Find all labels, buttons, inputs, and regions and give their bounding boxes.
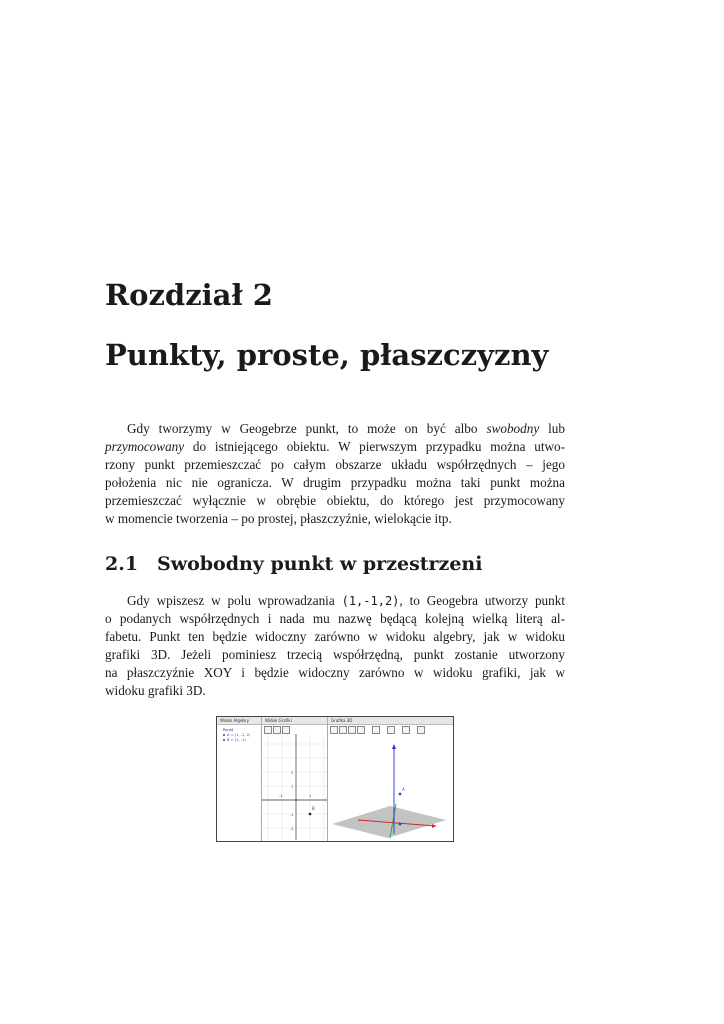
select-tool-icon[interactable] <box>264 726 272 734</box>
rotate-tool-icon[interactable] <box>387 726 395 734</box>
select-tool-icon[interactable] <box>330 726 338 734</box>
section-title: Swobodny punkt w przestrzeni <box>157 553 483 575</box>
y-tick-label: -1 <box>290 813 294 817</box>
geogebra-screenshot <box>216 716 454 842</box>
line-tool-icon[interactable] <box>282 726 290 734</box>
x-axis-arrow <box>432 824 436 828</box>
y-tick-label: 2 <box>291 771 294 775</box>
settings-tool-icon[interactable] <box>417 726 425 734</box>
graphics-toolbar <box>262 725 327 733</box>
y-tick-label: 1 <box>291 785 294 789</box>
section-line: na płaszczyźnie XOY i będzie widoczny zarówno w widoku grafiki, jak w <box>105 665 565 680</box>
intro-paragraph <box>105 420 565 528</box>
grid-lines <box>262 734 327 840</box>
graphics-3d-view-header: Grafika 3D <box>328 717 453 725</box>
graphics-view-header: Widok Grafiki <box>262 717 327 725</box>
section-paragraph <box>105 592 565 700</box>
graphics-view <box>262 717 328 841</box>
z-axis-arrow <box>392 744 396 749</box>
graphics-3d-canvas <box>328 734 453 840</box>
algebra-view-header: Widok Algebry <box>217 717 261 725</box>
section-line: widoku grafiki 3D. <box>105 683 206 698</box>
algebra-view <box>217 717 262 841</box>
section-line: grafiki 3D. Jeżeli pominiesz trzecią współrzędną, punkt zostanie utworzony <box>105 647 565 662</box>
point-tool-icon[interactable] <box>273 726 281 734</box>
point-a-label: A <box>402 787 405 792</box>
section-heading <box>105 553 482 575</box>
point-tool-icon[interactable] <box>339 726 347 734</box>
chapter-title: Punkty, proste, płaszczyzny <box>105 338 549 372</box>
input-code: (1,-1,2) <box>341 594 400 608</box>
algebra-item-a: A = (1, -1, 2) <box>227 733 251 737</box>
x-tick-label: 1 <box>309 794 312 798</box>
section-number: 2.1 <box>105 553 139 575</box>
point-b-bullet <box>223 739 225 741</box>
graphics-2d-canvas <box>262 734 327 840</box>
intro-line: w momencie tworzenia – po prostej, płaszczyźnie, wielokącie itp. <box>105 511 452 526</box>
intro-line: rzony punkt przemieszczać po całym obszarze układu współrzędnych – jego <box>105 457 565 472</box>
intro-line: przemieszczać wyłącznie w obrębie obiektu, do którego jest przymocowany <box>105 493 565 508</box>
intro-line: przymocowany do istniejącego obiektu. W pierwszym przypadku można utwo- <box>105 439 565 454</box>
graphics-3d-toolbar <box>328 725 453 733</box>
point-b-3d[interactable] <box>399 823 402 826</box>
algebra-item-b: B = (1, -1) <box>227 738 246 742</box>
algebra-group-label: Punkt <box>223 728 234 732</box>
sphere-tool-icon[interactable] <box>372 726 380 734</box>
view-tool-icon[interactable] <box>402 726 410 734</box>
graphics-3d-view <box>328 717 453 841</box>
plane-tool-icon[interactable] <box>357 726 365 734</box>
section-line: fabetu. Punkt ten będzie widoczny zarówno w widoku algebry, jak w widoku <box>105 629 565 644</box>
point-b-label: B <box>312 806 315 811</box>
section-line: o podanych współrzędnych i nada mu nazwę będącą kolejną wielką literą al- <box>105 611 565 626</box>
intro-line: Gdy tworzymy w Geogebrze punkt, to może on być albo swobodny lub <box>127 421 565 436</box>
point-b[interactable] <box>309 813 312 816</box>
point-a-bullet <box>223 734 225 736</box>
line-tool-icon[interactable] <box>348 726 356 734</box>
section-line: Gdy wpiszesz w polu wprowadzania (1,-1,2), to Geogebra utworzy punkt <box>127 593 565 608</box>
x-tick-label: -1 <box>279 794 283 798</box>
chapter-label: Rozdział 2 <box>105 278 273 312</box>
point-a[interactable] <box>399 793 402 796</box>
intro-line: położenia nic nie ogranicza. W drugim przypadku można taki punkt można <box>105 475 565 490</box>
y-tick-label: -2 <box>290 827 294 831</box>
